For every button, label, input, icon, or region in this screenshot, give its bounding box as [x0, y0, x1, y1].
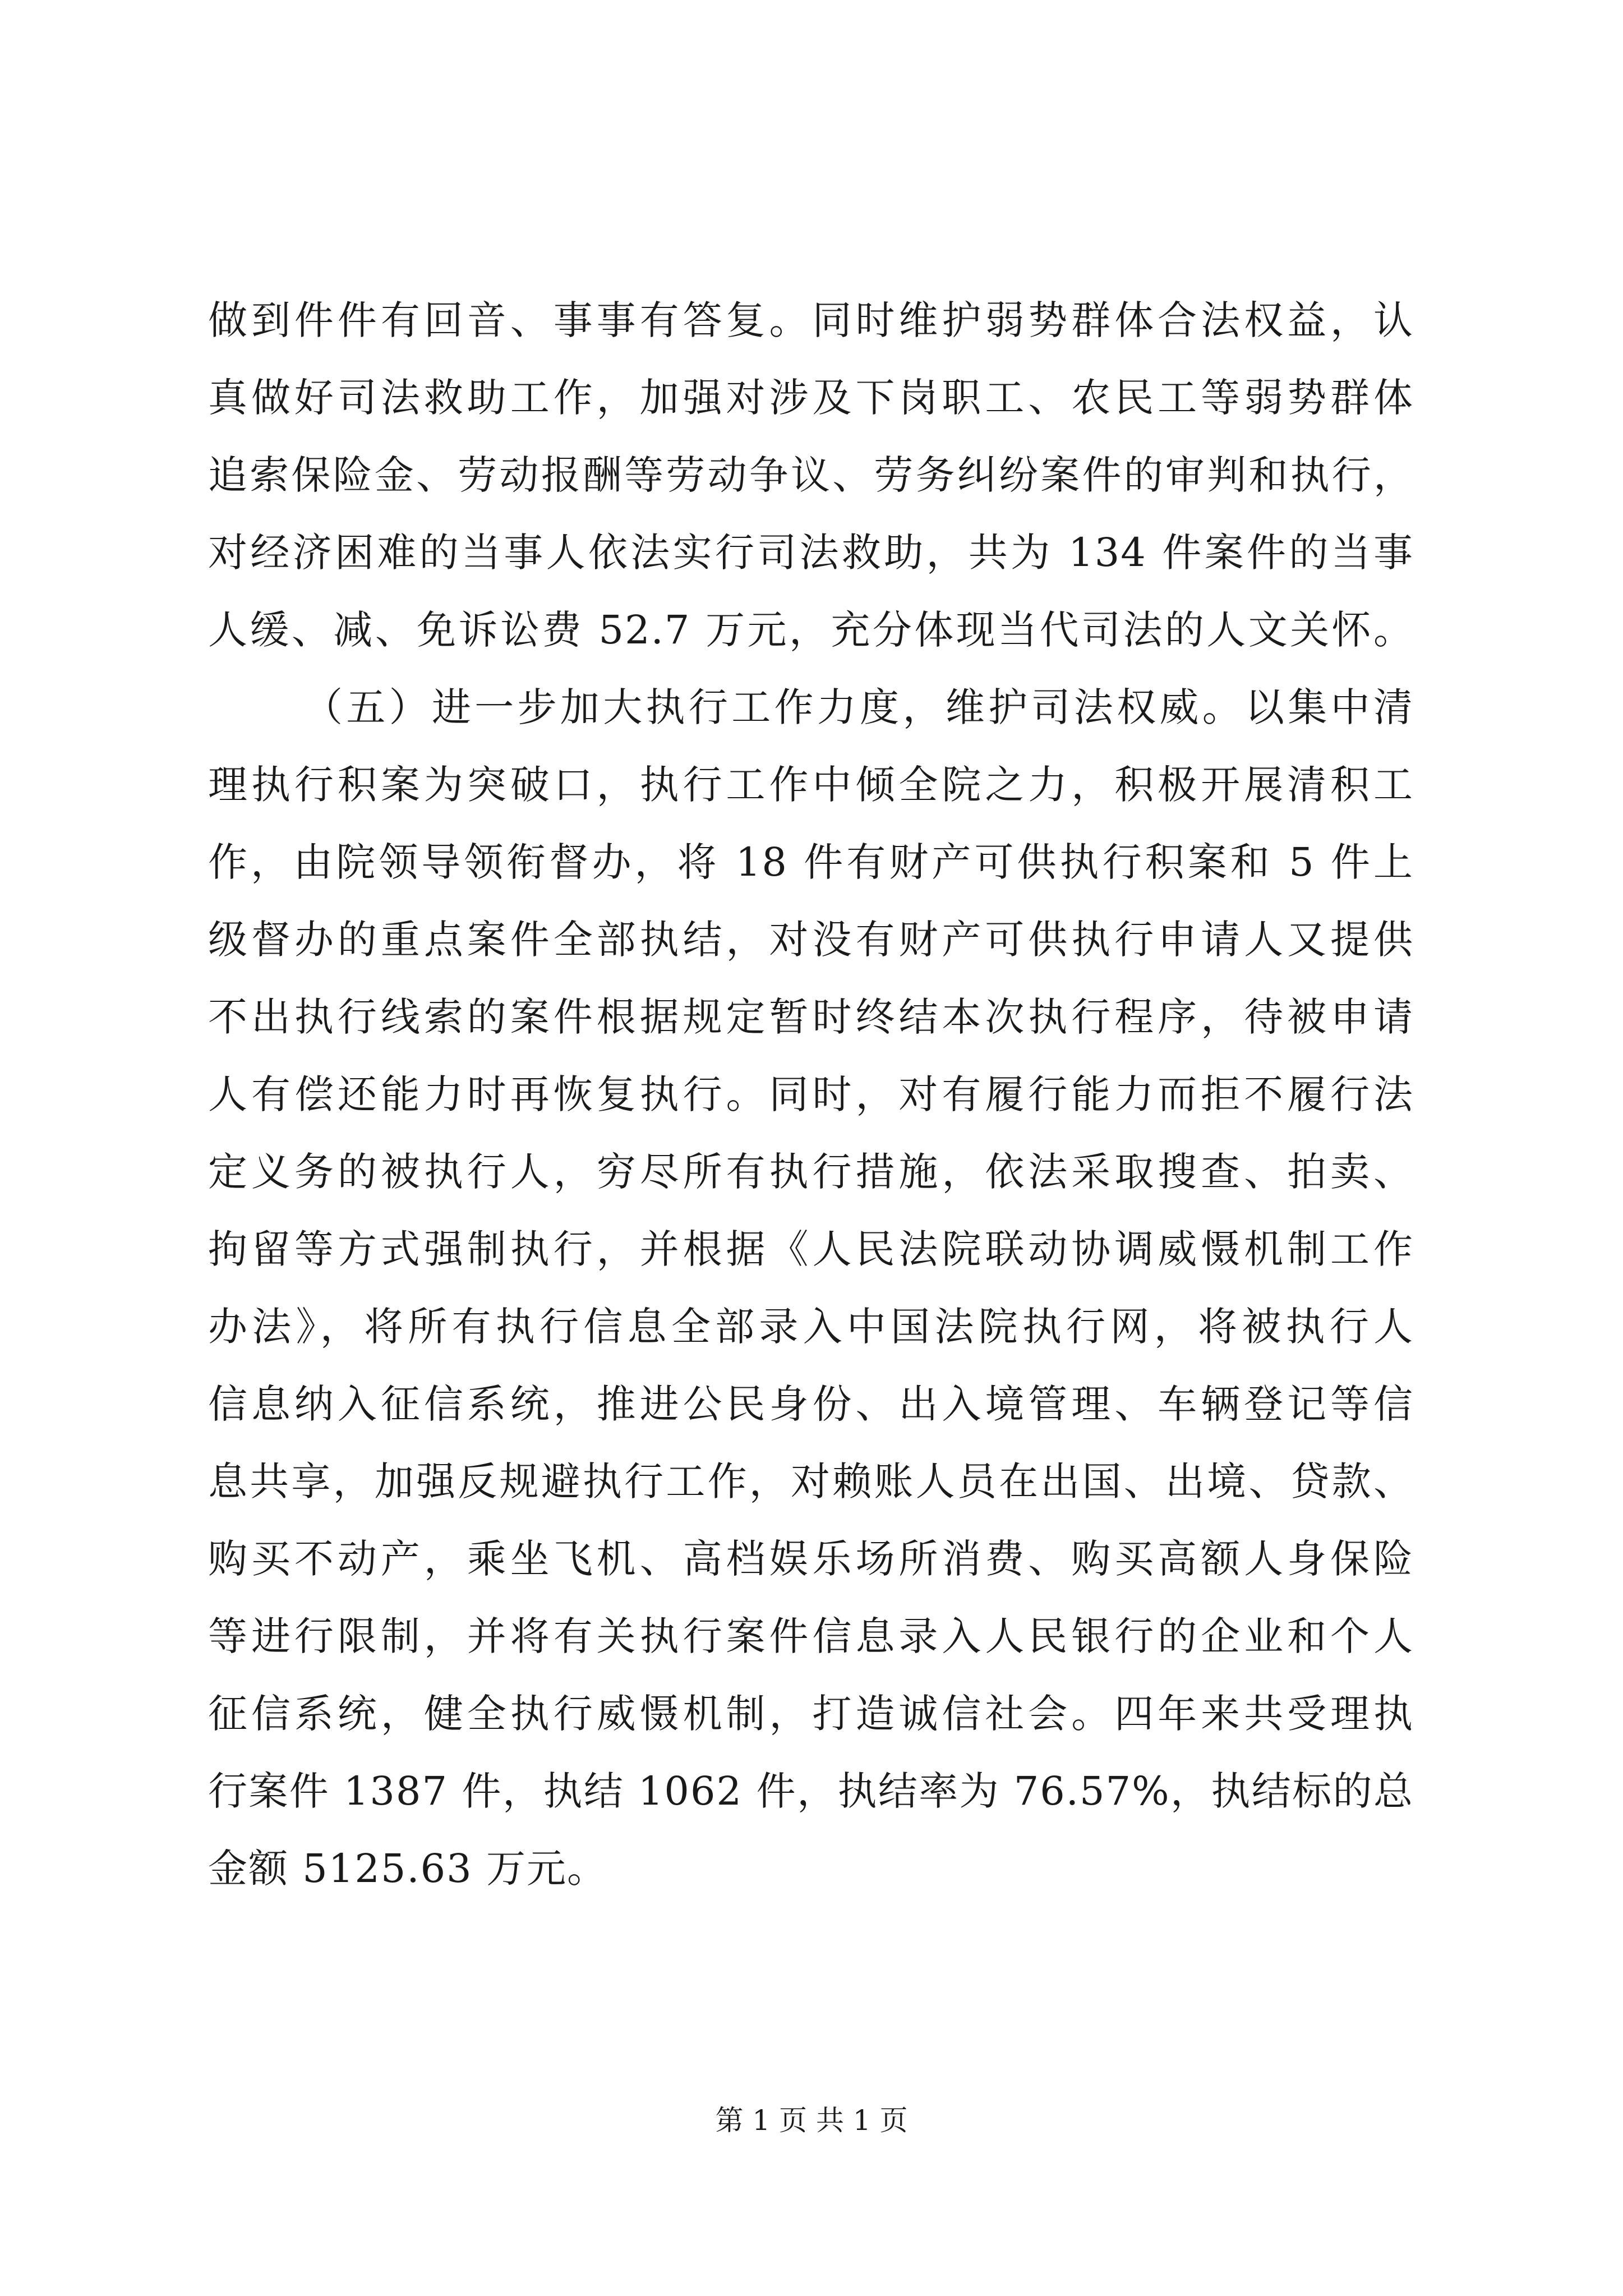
text-line: 拘留等方式强制执行，并根据《人民法院联动协调威慑机制工作: [208, 1226, 1414, 1272]
text-line: 办法》，将所有执行信息全部录入中国法院执行网，将被执行人: [208, 1304, 1414, 1350]
text-line: 作，由院领导领衔督办，将 18 件有财产可供执行积案和 5 件上: [208, 839, 1414, 885]
text-line: 信息纳入征信系统，推进公民身份、出入境管理、车辆登记等信: [208, 1381, 1414, 1427]
text-line: 息共享，加强反规避执行工作，对赖账人员在出国、出境、贷款、: [208, 1458, 1414, 1504]
text-line: 理执行积案为突破口，执行工作中倾全院之力，积极开展清积工: [208, 762, 1414, 808]
text-line: 人缓、减、免诉讼费 52.7 万元，充分体现当代司法的人文关怀。: [208, 607, 1414, 653]
text-line: 真做好司法救助工作，加强对涉及下岗职工、农民工等弱势群体: [208, 375, 1414, 421]
text-line: 定义务的被执行人，穷尽所有执行措施，依法采取搜查、拍卖、: [208, 1149, 1414, 1195]
section-heading-line: （五）进一步加大执行工作力度，维护司法权威。以集中清: [303, 684, 1414, 730]
text-line: 等进行限制，并将有关执行案件信息录入人民银行的企业和个人: [208, 1613, 1414, 1659]
text-line: 购买不动产，乘坐飞机、高档娱乐场所消费、购买高额人身保险: [208, 1536, 1414, 1582]
text-line-last: 金额 5125.63 万元。: [208, 1846, 607, 1892]
page-footer: 第 1 页 共 1 页: [715, 2104, 908, 2137]
text-line: 追索保险金、劳动报酬等劳动争议、劳务纠纷案件的审判和执行，: [208, 452, 1414, 498]
text-line: 人有偿还能力时再恢复执行。同时，对有履行能力而拒不履行法: [208, 1071, 1414, 1117]
text-line: 做到件件有回音、事事有答复。同时维护弱势群体合法权益，认: [208, 297, 1414, 343]
text-line: 对经济困难的当事人依法实行司法救助，共为 134 件案件的当事: [208, 530, 1414, 576]
text-line: 不出执行线索的案件根据规定暂时终结本次执行程序，待被申请: [208, 994, 1414, 1040]
text-line: 行案件 1387 件，执结 1062 件，执结率为 76.57%，执结标的总: [208, 1768, 1414, 1814]
text-line: 级督办的重点案件全部执结，对没有财产可供执行申请人又提供: [208, 917, 1414, 963]
text-line: 征信系统，健全执行威慑机制，打造诚信社会。四年来共受理执: [208, 1691, 1414, 1737]
